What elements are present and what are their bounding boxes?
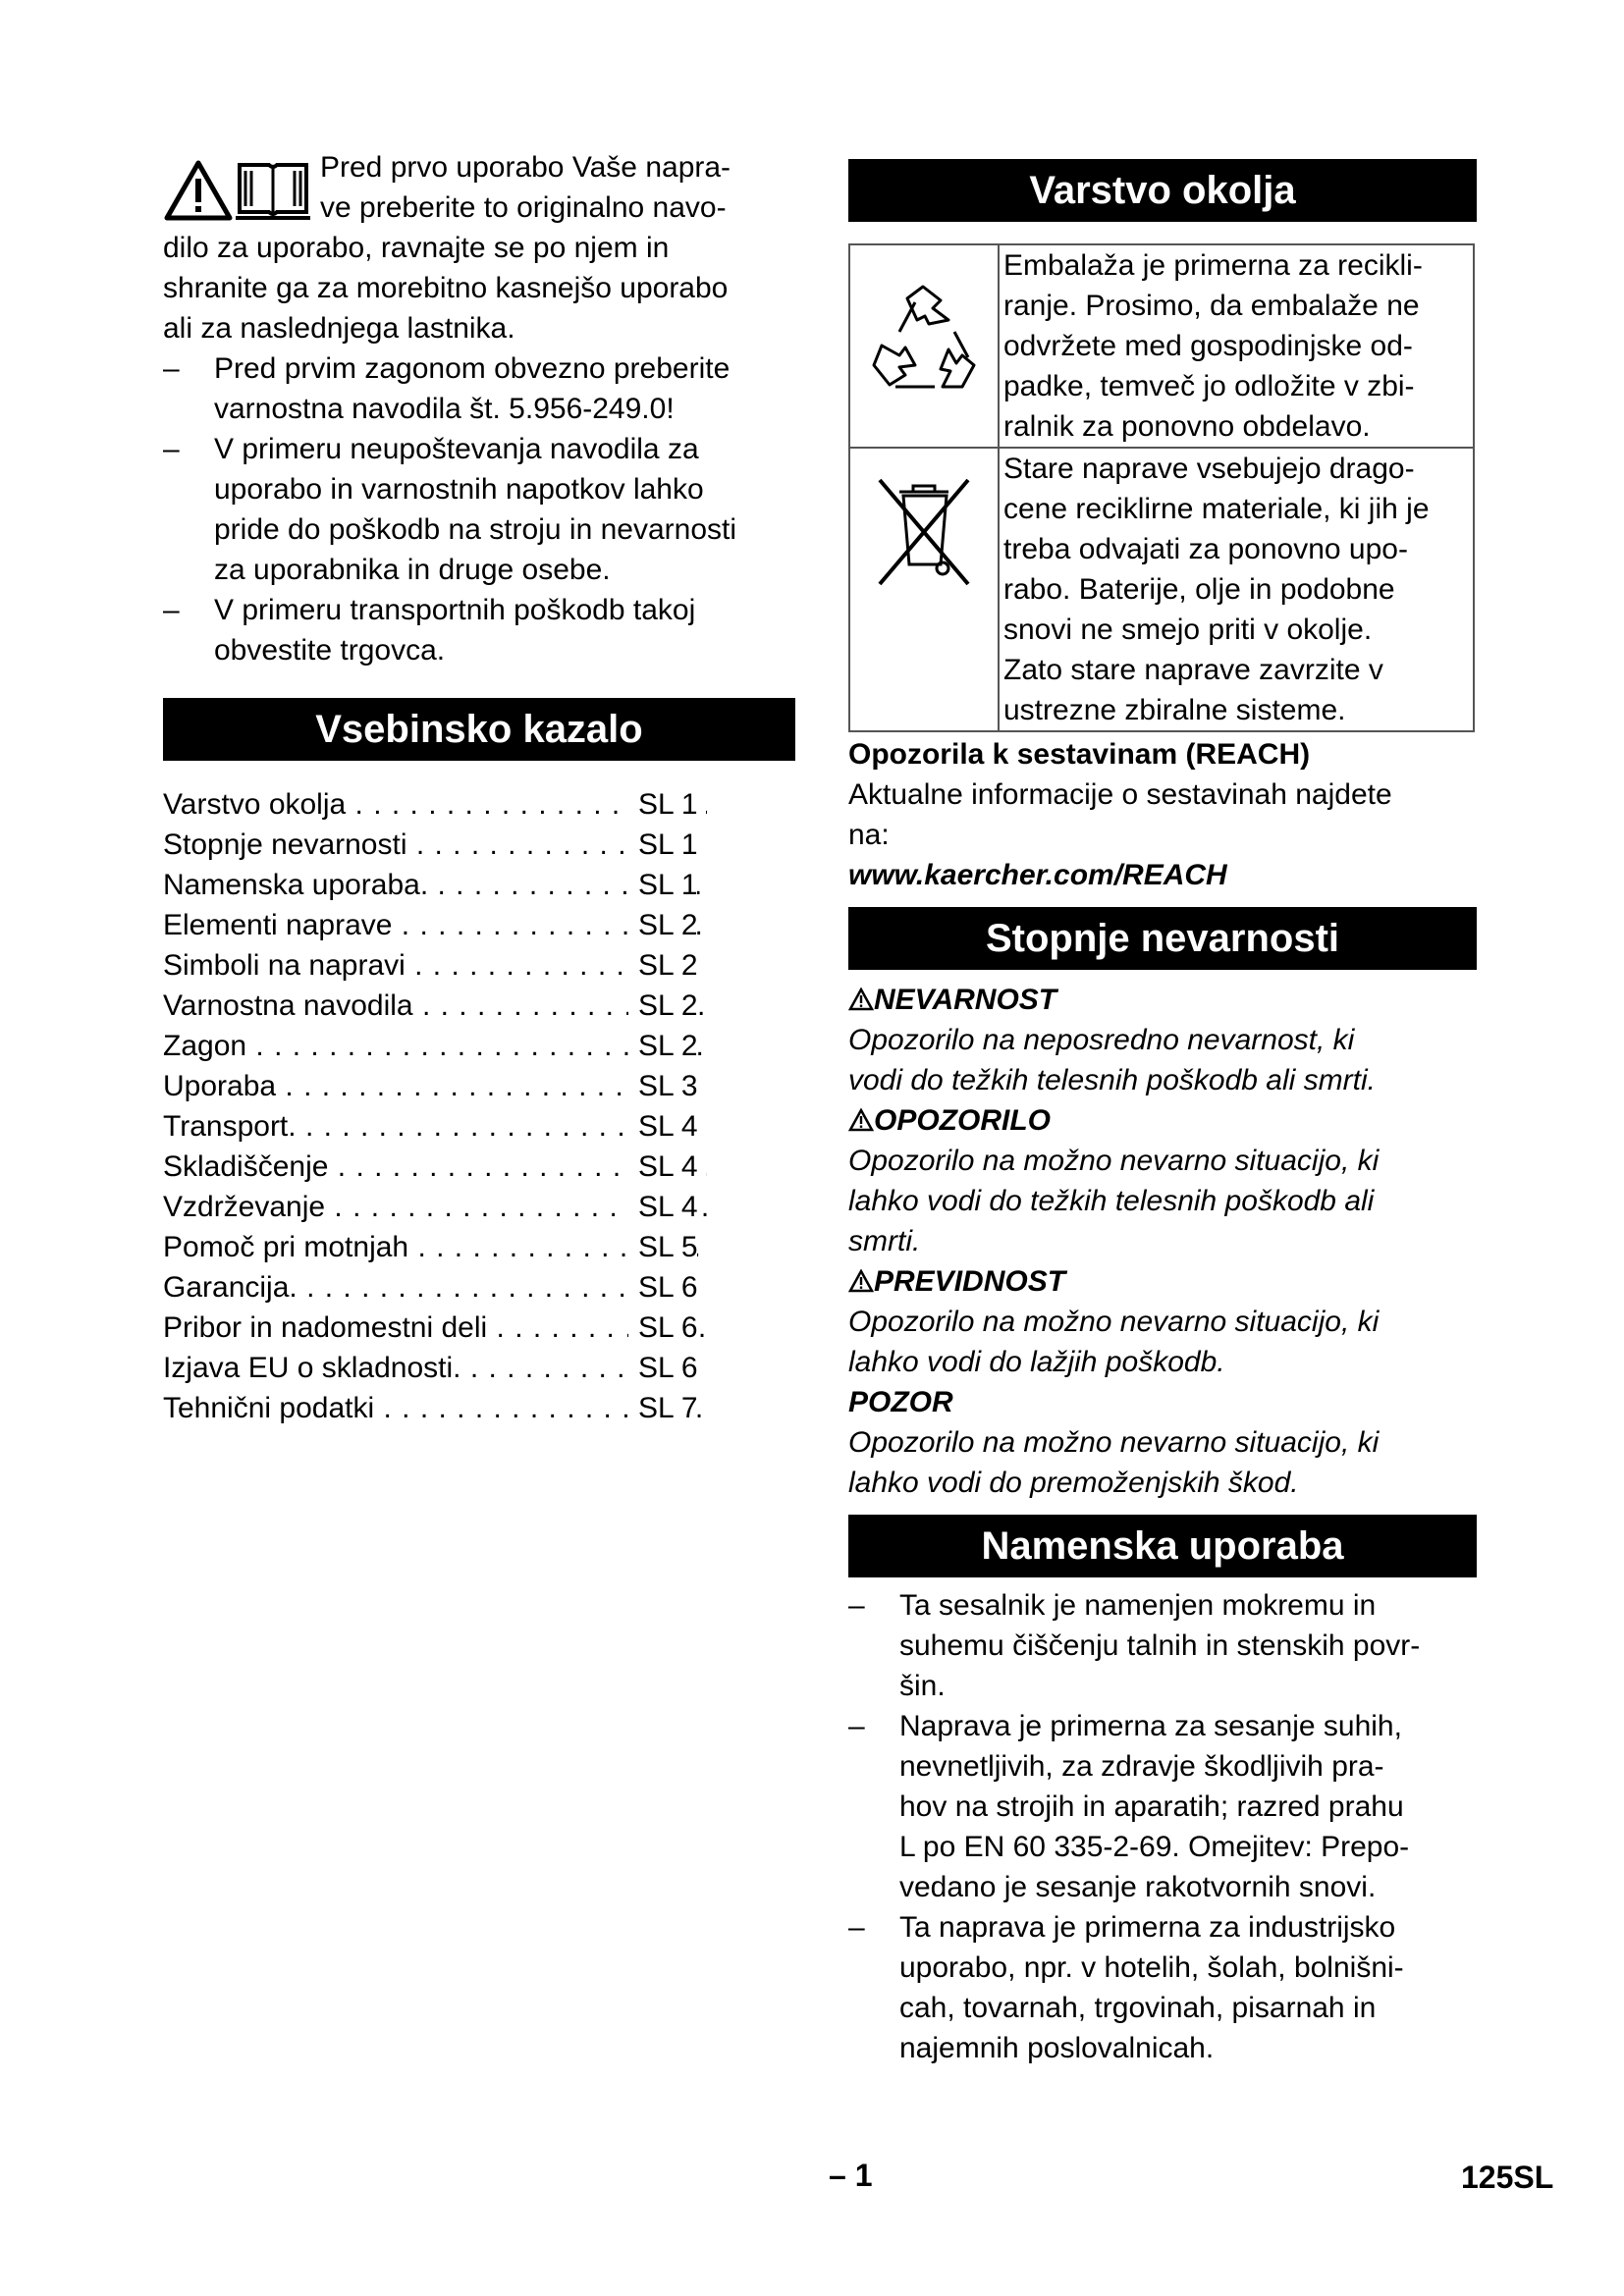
toc-entry-page: SL 7 xyxy=(628,1388,697,1428)
hazard-description: Opozorilo na neposredno nevarnost, ki xyxy=(848,1024,1355,1056)
bullet-line: L po EN 60 335-2-69. Omejitev: Prepo- xyxy=(899,1831,1410,1863)
intro-notice xyxy=(163,147,795,348)
reach-title: Opozorila k sestavinam (REACH) xyxy=(848,738,1311,771)
text-line: ranje. Prosimo, da embalaže ne xyxy=(1003,290,1420,322)
toc-entry-label: Varnostna navodila . . . xyxy=(163,986,707,1026)
bullet-dash: – xyxy=(163,352,180,385)
toc-entry-label: Elementi naprave . . . xyxy=(163,905,707,945)
toc-entry-page: SL 1 xyxy=(628,784,697,825)
bullet-line: uporabo in varnostnih napotkov lahko xyxy=(214,473,704,506)
intended-use-bullet xyxy=(848,1585,1477,1706)
toc-entry-page: SL 4 xyxy=(628,1187,697,1227)
bullet-dash: – xyxy=(163,433,180,465)
bullet-line: Ta sesalnik je namenjen mokremu in xyxy=(899,1589,1377,1622)
toc-entry[interactable] xyxy=(163,825,795,865)
warning-triangle-icon xyxy=(848,1269,874,1293)
intro-line-1: Pred prvo uporabo Vaše napra- xyxy=(320,151,731,184)
bullet-line: hov na strojih in aparatih; razred prahu xyxy=(899,1790,1404,1823)
environment-row-packaging xyxy=(849,244,1474,448)
toc-entry-page: SL 4 xyxy=(628,1147,697,1187)
toc-entry[interactable] xyxy=(163,1147,795,1187)
toc-entry-page: SL 6 xyxy=(628,1348,697,1388)
text-line: ralnik za ponovno obdelavo. xyxy=(1003,410,1371,443)
bullet-line: Ta naprava je primerna za industrijsko xyxy=(899,1911,1396,1944)
toc-entry[interactable] xyxy=(163,1106,795,1147)
reach-text: Aktualne informacije o sestavinah najdete xyxy=(848,778,1392,811)
warning-triangle-icon xyxy=(848,1108,874,1132)
text-line: rabo. Baterije, olje in podobne xyxy=(1003,573,1395,606)
toc-entry[interactable] xyxy=(163,1267,795,1308)
bullet-dash: – xyxy=(848,1589,865,1622)
toc-entry-page: SL 1 xyxy=(628,865,697,905)
hazard-description: lahko vodi do težkih telesnih poškodb ali xyxy=(848,1185,1375,1217)
reach-link[interactable]: www.kaercher.com/REACH xyxy=(848,859,1227,891)
text-line: snovi ne smejo priti v okolje. xyxy=(1003,614,1373,646)
toc-entry[interactable] xyxy=(163,784,795,825)
bullet-line: uporabo, npr. v hotelih, šolah, bolnišni- xyxy=(899,1951,1404,1984)
toc-entry-label: Stopnje nevarnosti . . . xyxy=(163,825,707,865)
hazard-label: POZOR xyxy=(848,1386,953,1418)
intro-text: ali za naslednjega lastnika. xyxy=(163,312,515,345)
toc-entry-page: SL 6 xyxy=(628,1267,697,1308)
toc-entry[interactable] xyxy=(163,1348,795,1388)
hazard-description: vodi do težkih telesnih poškodb ali smrti. xyxy=(848,1064,1376,1096)
toc-entry[interactable] xyxy=(163,865,795,905)
toc-entry-label: Vzdrževanje . . . xyxy=(163,1187,707,1227)
intended-use-bullet xyxy=(848,1706,1477,1907)
toc-entry-label: Pomoč pri motnjah . . . xyxy=(163,1227,707,1267)
hazard-label-text: NEVARNOST xyxy=(874,984,1057,1016)
environment-row-devices xyxy=(849,448,1474,731)
page-number: – 1 xyxy=(829,2158,873,2193)
toc-entry-label: Pribor in nadomestni deli . . . xyxy=(163,1308,707,1348)
hazard-description: Opozorilo na možno nevarno situacijo, ki xyxy=(848,1426,1380,1459)
bullet-line: V primeru neupoštevanja navodila za xyxy=(214,433,699,465)
toc-entry[interactable] xyxy=(163,1388,795,1428)
text-line: cene reciklirne materiale, ki jih je xyxy=(1003,493,1430,525)
toc-entry-page: SL 4 xyxy=(628,1106,697,1147)
bullet-line: Naprava je primerna za sesanje suhih, xyxy=(899,1710,1402,1742)
bullet-line: vedano je sesanje rakotvornih snovi. xyxy=(899,1871,1377,1903)
toc-heading: Vsebinsko kazalo xyxy=(163,698,795,761)
text-line: ustrezne zbiralne sisteme. xyxy=(1003,694,1346,726)
intended-use-heading: Namenska uporaba xyxy=(848,1515,1477,1577)
toc-entry-label: Izjava EU o skladnosti. . . . xyxy=(163,1348,707,1388)
intro-bullet xyxy=(163,429,795,590)
toc-entry-page: SL 5 xyxy=(628,1227,697,1267)
text-line: Embalaža je primerna za recikli- xyxy=(1003,249,1423,282)
text-line: Stare naprave vsebujejo drago- xyxy=(1003,453,1415,485)
reach-section xyxy=(848,734,1477,895)
toc-entry-label: Transport. . . . xyxy=(163,1106,707,1147)
recycling-icon xyxy=(860,277,988,404)
toc-entry-label: Tehnični podatki . . . xyxy=(163,1388,707,1428)
table-of-contents xyxy=(163,784,795,1428)
bullet-line: najemnih poslovalnicah. xyxy=(899,2032,1215,2064)
text-line: treba odvajati za ponovno upo- xyxy=(1003,533,1408,565)
reach-text: na: xyxy=(848,819,890,851)
hazard-label-text: OPOZORILO xyxy=(874,1104,1051,1137)
bullet-line: obvestite trgovca. xyxy=(214,634,446,667)
hazard-description: Opozorilo na možno nevarno situacijo, ki xyxy=(848,1306,1380,1338)
toc-entry-page: SL 2 xyxy=(628,986,697,1026)
toc-entry-page: SL 3 xyxy=(628,1066,697,1106)
warning-manual-icon xyxy=(163,155,310,224)
crossed-bin-icon-cell xyxy=(849,448,999,731)
text-line: padke, temveč jo odložite v zbi- xyxy=(1003,370,1415,402)
left-column xyxy=(163,147,795,1428)
text-line: odvržete med gospodinjske od- xyxy=(1003,330,1413,362)
toc-entry-label: Uporaba . . . xyxy=(163,1066,707,1106)
toc-entry-page: SL 2 xyxy=(628,945,697,986)
text-line: Zato stare naprave zavrzite v xyxy=(1003,654,1383,686)
intro-text: shranite ga za morebitno kasnejšo uporabo xyxy=(163,272,729,304)
hazard-description: Opozorilo na možno nevarno situacijo, ki xyxy=(848,1145,1380,1177)
toc-entry-page: SL 2 xyxy=(628,905,697,945)
bullet-line: suhemu čiščenju talnih in stenskih povr- xyxy=(899,1629,1421,1662)
toc-entry-label: Garancija. . . . xyxy=(163,1267,707,1308)
warning-triangle-icon xyxy=(848,988,874,1011)
bullet-line: nevnetljivih, za zdravje škodljivih pra- xyxy=(899,1750,1384,1783)
bullet-line: cah, tovarnah, trgovinah, pisarnah in xyxy=(899,1992,1377,2024)
hazard-heading: Stopnje nevarnosti xyxy=(848,907,1477,970)
page-code: 125SL xyxy=(1461,2160,1554,2195)
toc-entry[interactable] xyxy=(163,945,795,986)
hazard-label xyxy=(848,1100,1477,1141)
hazard-levels xyxy=(848,980,1477,1503)
toc-entry[interactable] xyxy=(163,1026,795,1066)
intended-use-list xyxy=(848,1585,1477,2068)
toc-entry[interactable] xyxy=(163,1227,795,1267)
toc-entry-label: Namenska uporaba. . . . xyxy=(163,865,707,905)
environment-text-devices xyxy=(999,448,1474,731)
hazard-description: lahko vodi do lažjih poškodb. xyxy=(848,1346,1225,1378)
intro-bullet xyxy=(163,348,795,429)
toc-entry[interactable] xyxy=(163,1066,795,1106)
hazard-label xyxy=(848,1261,1477,1302)
hazard-description: smrti. xyxy=(848,1225,921,1257)
recycling-icon-cell xyxy=(849,244,999,448)
environment-text-packaging xyxy=(999,244,1474,448)
right-column xyxy=(848,159,1477,2068)
hazard-description: lahko vodi do premoženjskih škod. xyxy=(848,1467,1299,1499)
bullet-line: pride do poškodb na stroju in nevarnosti xyxy=(214,513,737,546)
bullet-line: Pred prvim zagonom obvezno preberite xyxy=(214,352,731,385)
toc-entry-page: SL 2 xyxy=(628,1026,697,1066)
toc-entry[interactable] xyxy=(163,1308,795,1348)
toc-entry-label: Varstvo okolja . . . xyxy=(163,784,707,825)
environment-table xyxy=(848,243,1475,732)
intro-text: dilo za uporabo, ravnajte se po njem in xyxy=(163,232,670,264)
bullet-line: šin. xyxy=(899,1670,946,1702)
toc-entry-page: SL 1 xyxy=(628,825,697,865)
crossed-bin-icon xyxy=(870,466,978,594)
toc-entry-page: SL 6 xyxy=(628,1308,697,1348)
toc-entry-label: Skladiščenje . . . xyxy=(163,1147,707,1187)
bullet-dash: – xyxy=(848,1911,865,1944)
bullet-line: za uporabnika in druge osebe. xyxy=(214,554,611,586)
toc-entry[interactable] xyxy=(163,1187,795,1227)
intro-line-2: ve preberite to originalno navo- xyxy=(320,191,727,224)
bullet-dash: – xyxy=(163,594,180,626)
environment-heading: Varstvo okolja xyxy=(848,159,1477,222)
bullet-line: V primeru transportnih poškodb takoj xyxy=(214,594,696,626)
toc-entry[interactable] xyxy=(163,986,795,1026)
intended-use-bullet xyxy=(848,1907,1477,2068)
hazard-label xyxy=(848,980,1477,1020)
toc-entry[interactable] xyxy=(163,905,795,945)
toc-entry-label: Zagon . . . xyxy=(163,1026,707,1066)
intro-bullet xyxy=(163,590,795,670)
bullet-dash: – xyxy=(848,1710,865,1742)
hazard-label-text: PREVIDNOST xyxy=(874,1265,1066,1298)
bullet-line: varnostna navodila št. 5.956-249.0! xyxy=(214,393,675,425)
toc-entry-label: Simboli na napravi . . . xyxy=(163,945,707,986)
